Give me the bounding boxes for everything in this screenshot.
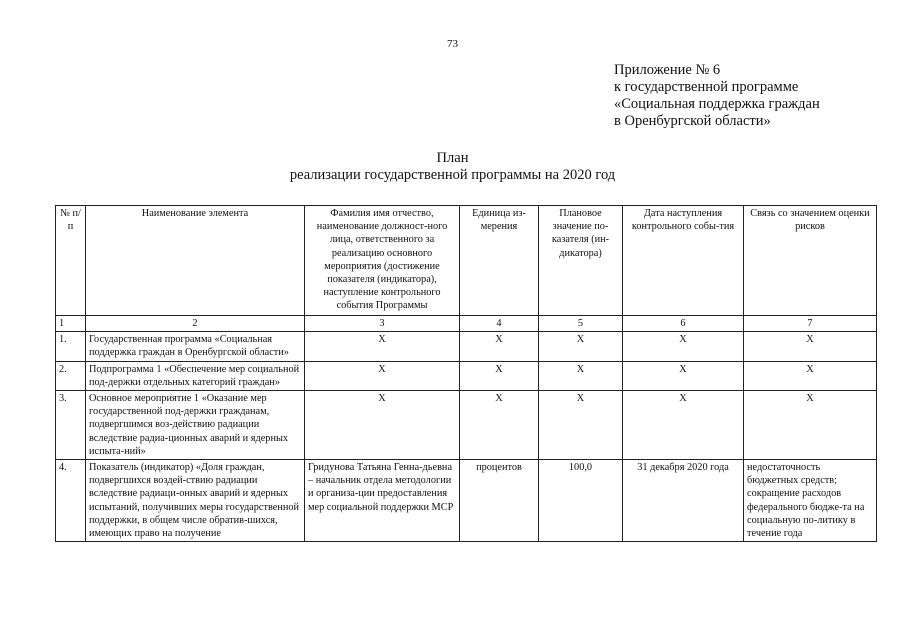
row-date: 31 декабря 2020 года	[623, 460, 744, 542]
row-responsible: X	[305, 391, 460, 460]
header-cell-number: № п/п	[56, 206, 86, 316]
row-unit: X	[460, 332, 539, 361]
row-risk: X	[744, 332, 877, 361]
plan-title	[0, 150, 905, 184]
column-number: 7	[744, 316, 877, 332]
row-date: X	[623, 391, 744, 460]
table-row	[56, 332, 877, 361]
row-planned-value: X	[539, 361, 623, 390]
row-planned-value: 100,0	[539, 460, 623, 542]
header-row	[56, 206, 877, 316]
page-number: 73	[447, 38, 458, 50]
header-cell-unit: Единица из-мерения	[460, 206, 539, 316]
row-responsible: Гридунова Татьяна Генна-дьевна – начальник отдела методологии и организа-ции предоставления мер социальной поддержки МСР	[305, 460, 460, 542]
row-number: 4.	[56, 460, 86, 542]
row-risk: X	[744, 391, 877, 460]
row-element-name: Подпрограмма 1 «Обеспечение мер социальной под-держки отдельных категорий граждан»	[86, 361, 305, 390]
plan-table	[55, 205, 877, 542]
row-unit: X	[460, 361, 539, 390]
header-cell-name: Наименование элемента	[86, 206, 305, 316]
header-cell-responsible: Фамилия имя отчество, наименование должност-ного лица, ответственного за реализацию основного мероприятия (достижение показателя (индикатора), наступление контрольного события Программы	[305, 206, 460, 316]
row-date: X	[623, 332, 744, 361]
header-cell-date: Дата наступления контрольного собы-тия	[623, 206, 744, 316]
appendix-caption	[614, 62, 820, 130]
column-number: 1	[56, 316, 86, 332]
table-row	[56, 361, 877, 390]
row-planned-value: X	[539, 332, 623, 361]
column-number: 4	[460, 316, 539, 332]
row-responsible: X	[305, 332, 460, 361]
row-date: X	[623, 361, 744, 390]
row-risk: X	[744, 361, 877, 390]
row-planned-value: X	[539, 391, 623, 460]
appendix-line: к государственной программе	[614, 79, 799, 95]
plan-subheading: реализации государственной программы на 2020 год	[289, 167, 616, 183]
table-row	[56, 460, 877, 542]
row-element-name: Показатель (индикатор) «Доля граждан, подвергшихся воздей-ствию радиации вследствие радиаци-онных аварий и ядерных испытаний, получивших меры государственной поддержки, в общем числе обратив-шихся, имеющих право на получение	[86, 460, 305, 542]
header-cell-value: Плановое значение по-казателя (ин-дикатора)	[539, 206, 623, 316]
row-unit: процентов	[460, 460, 539, 542]
column-number: 6	[623, 316, 744, 332]
row-number: 2.	[56, 361, 86, 390]
appendix-line: Приложение № 6	[614, 62, 721, 78]
header-cell-risk: Связь со значением оценки рисков	[744, 206, 877, 316]
appendix-line: в Оренбургской области»	[614, 113, 771, 129]
column-number: 5	[539, 316, 623, 332]
row-number: 1.	[56, 332, 86, 361]
column-number: 2	[86, 316, 305, 332]
table-row	[56, 391, 877, 460]
row-element-name: Государственная программа «Социальная поддержка граждан в Оренбургской области»	[86, 332, 305, 361]
row-number: 3.	[56, 391, 86, 460]
row-responsible: X	[305, 361, 460, 390]
column-number: 3	[305, 316, 460, 332]
row-unit: X	[460, 391, 539, 460]
column-number-row	[56, 316, 877, 332]
plan-heading: План	[436, 150, 469, 166]
row-risk: недостаточность бюджетных средств; сокращение расходов федерального бюдже-та на социальную по-литику в течение года	[744, 460, 877, 542]
appendix-line: «Социальная поддержка граждан	[614, 96, 820, 112]
row-element-name: Основное мероприятие 1 «Оказание мер государственной под-держки гражданам, подвергшимся воз-действию радиации вследствие радиа-ционных аварий и ядерных испыта-ний»	[86, 391, 305, 460]
